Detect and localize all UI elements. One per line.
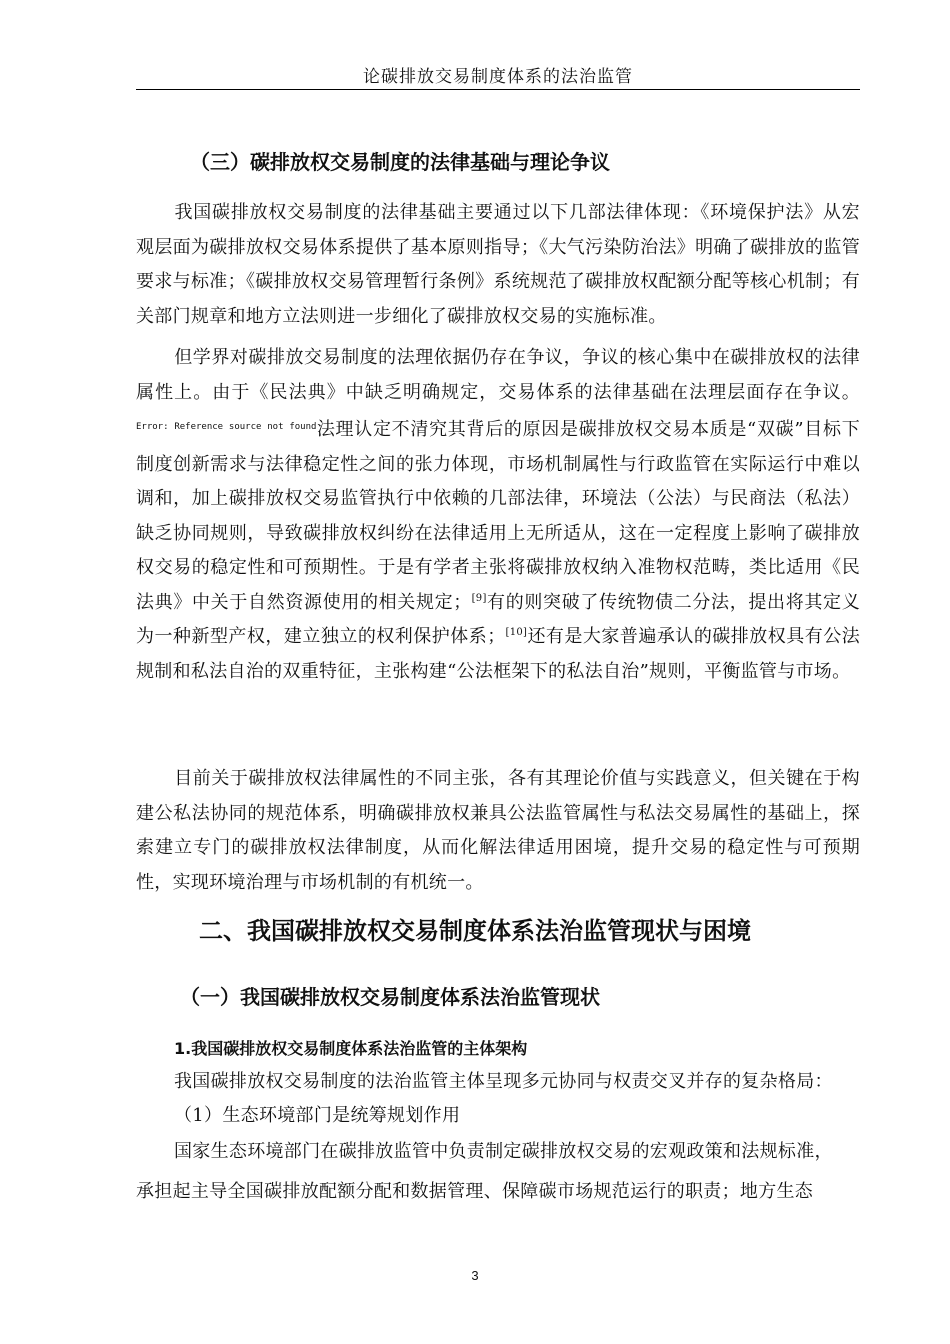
debate-text-c: 有的则突破了传统物债二分法，提出将其定义为一种新型产权，建立独立的权利保护体系； (136, 591, 860, 647)
page-number: 3 (471, 1268, 479, 1283)
paragraph-current-views-text: 目前关于碳排放权法律属性的不同主张，各有其理论价值与实践意义，但关键在于构建公私法协同的规范体系，明确碳排放权兼具公法监管属性与私法交易属性的基础上，探索建立专门的碳排放权法律制度，从而化解法律适用困境，提升交易的稳定性与可预期性，实现环境治理与市场机制的有机统一。 (136, 768, 860, 893)
section-heading-one: （一）我国碳排放权交易制度体系法治监管现状 (180, 985, 600, 1009)
section-heading-three: （三）碳排放权交易制度的法律基础与理论争议 (190, 150, 610, 174)
citation-10: [10] (505, 627, 528, 638)
debate-text-b: 法理认定不清究其背后的原因是碳排放权交易本质是“双碳”目标下制度创新需求与法律稳定性之间的张力体现，市场机制属性与行政监管在实际运行中难以调和，加上碳排放权交易监管执行中依赖的几部法律，环境法（公法）与民商法（私法）缺乏协同规则，导致碳排放权纠纷在法律适用上无所适从，这在一定程度上影响了碳排放权交易的稳定性和可预期性。于是有学者主张将碳排放权纳入准物权范畴，类比适用《民法典》中关于自然资源使用的相关规定； (136, 419, 860, 613)
debate-text-a: 但学界对碳排放交易制度的法理依据仍存在争议，争议的核心集中在碳排放权的法律属性上。由于《民法典》中缺乏明确规定，交易体系的法律基础在法理层面存在争议。 (136, 347, 860, 403)
header-divider (136, 89, 860, 90)
subsection-heading-1: 1.我国碳排放权交易制度体系法治监管的主体架构 (174, 1039, 528, 1058)
citation-9: [9] (471, 592, 487, 604)
point-1-heading: （1）生态环境部门是统筹规划作用 (174, 1105, 461, 1126)
reference-error-note: Error: Reference source not found (136, 422, 317, 432)
paragraph-theory-debate (136, 341, 860, 689)
body-line-b: 承担起主导全国碳排放配额分配和数据管理、保障碳市场规范运行的职责；地方生态 (136, 1181, 814, 1202)
paragraph-legal-basis-text: 我国碳排放权交易制度的法律基础主要通过以下几部法律体现：《环境保护法》从宏观层面为碳排放权交易体系提供了基本原则指导；《大气污染防治法》明确了碳排放的监管要求与标准；《碳排放权交易管理暂行条例》系统规范了碳排放权配额分配等核心机制；有关部门规章和地方立法则进一步细化了碳排放权交易的实施标准。 (136, 202, 860, 327)
running-header: 论碳排放交易制度体系的法治监管 (363, 67, 633, 87)
paragraph-current-views (136, 762, 860, 900)
chapter-heading-two: 二、我国碳排放权交易制度体系法治监管现状与困境 (199, 917, 751, 945)
paragraph-legal-basis (136, 196, 860, 334)
body-line-a: 国家生态环境部门在碳排放监管中负责制定碳排放权交易的宏观政策和法规标准， (174, 1141, 833, 1162)
debate-text-d: 还有是大家普遍承认的碳排放权具有公法规制和私法自治的双重特征，主张构建“公法框架下的私法自治”规则，平衡监管与市场。 (136, 626, 861, 682)
intro-line: 我国碳排放权交易制度的法治监管主体呈现多元协同与权责交叉并存的复杂格局： (174, 1071, 833, 1092)
